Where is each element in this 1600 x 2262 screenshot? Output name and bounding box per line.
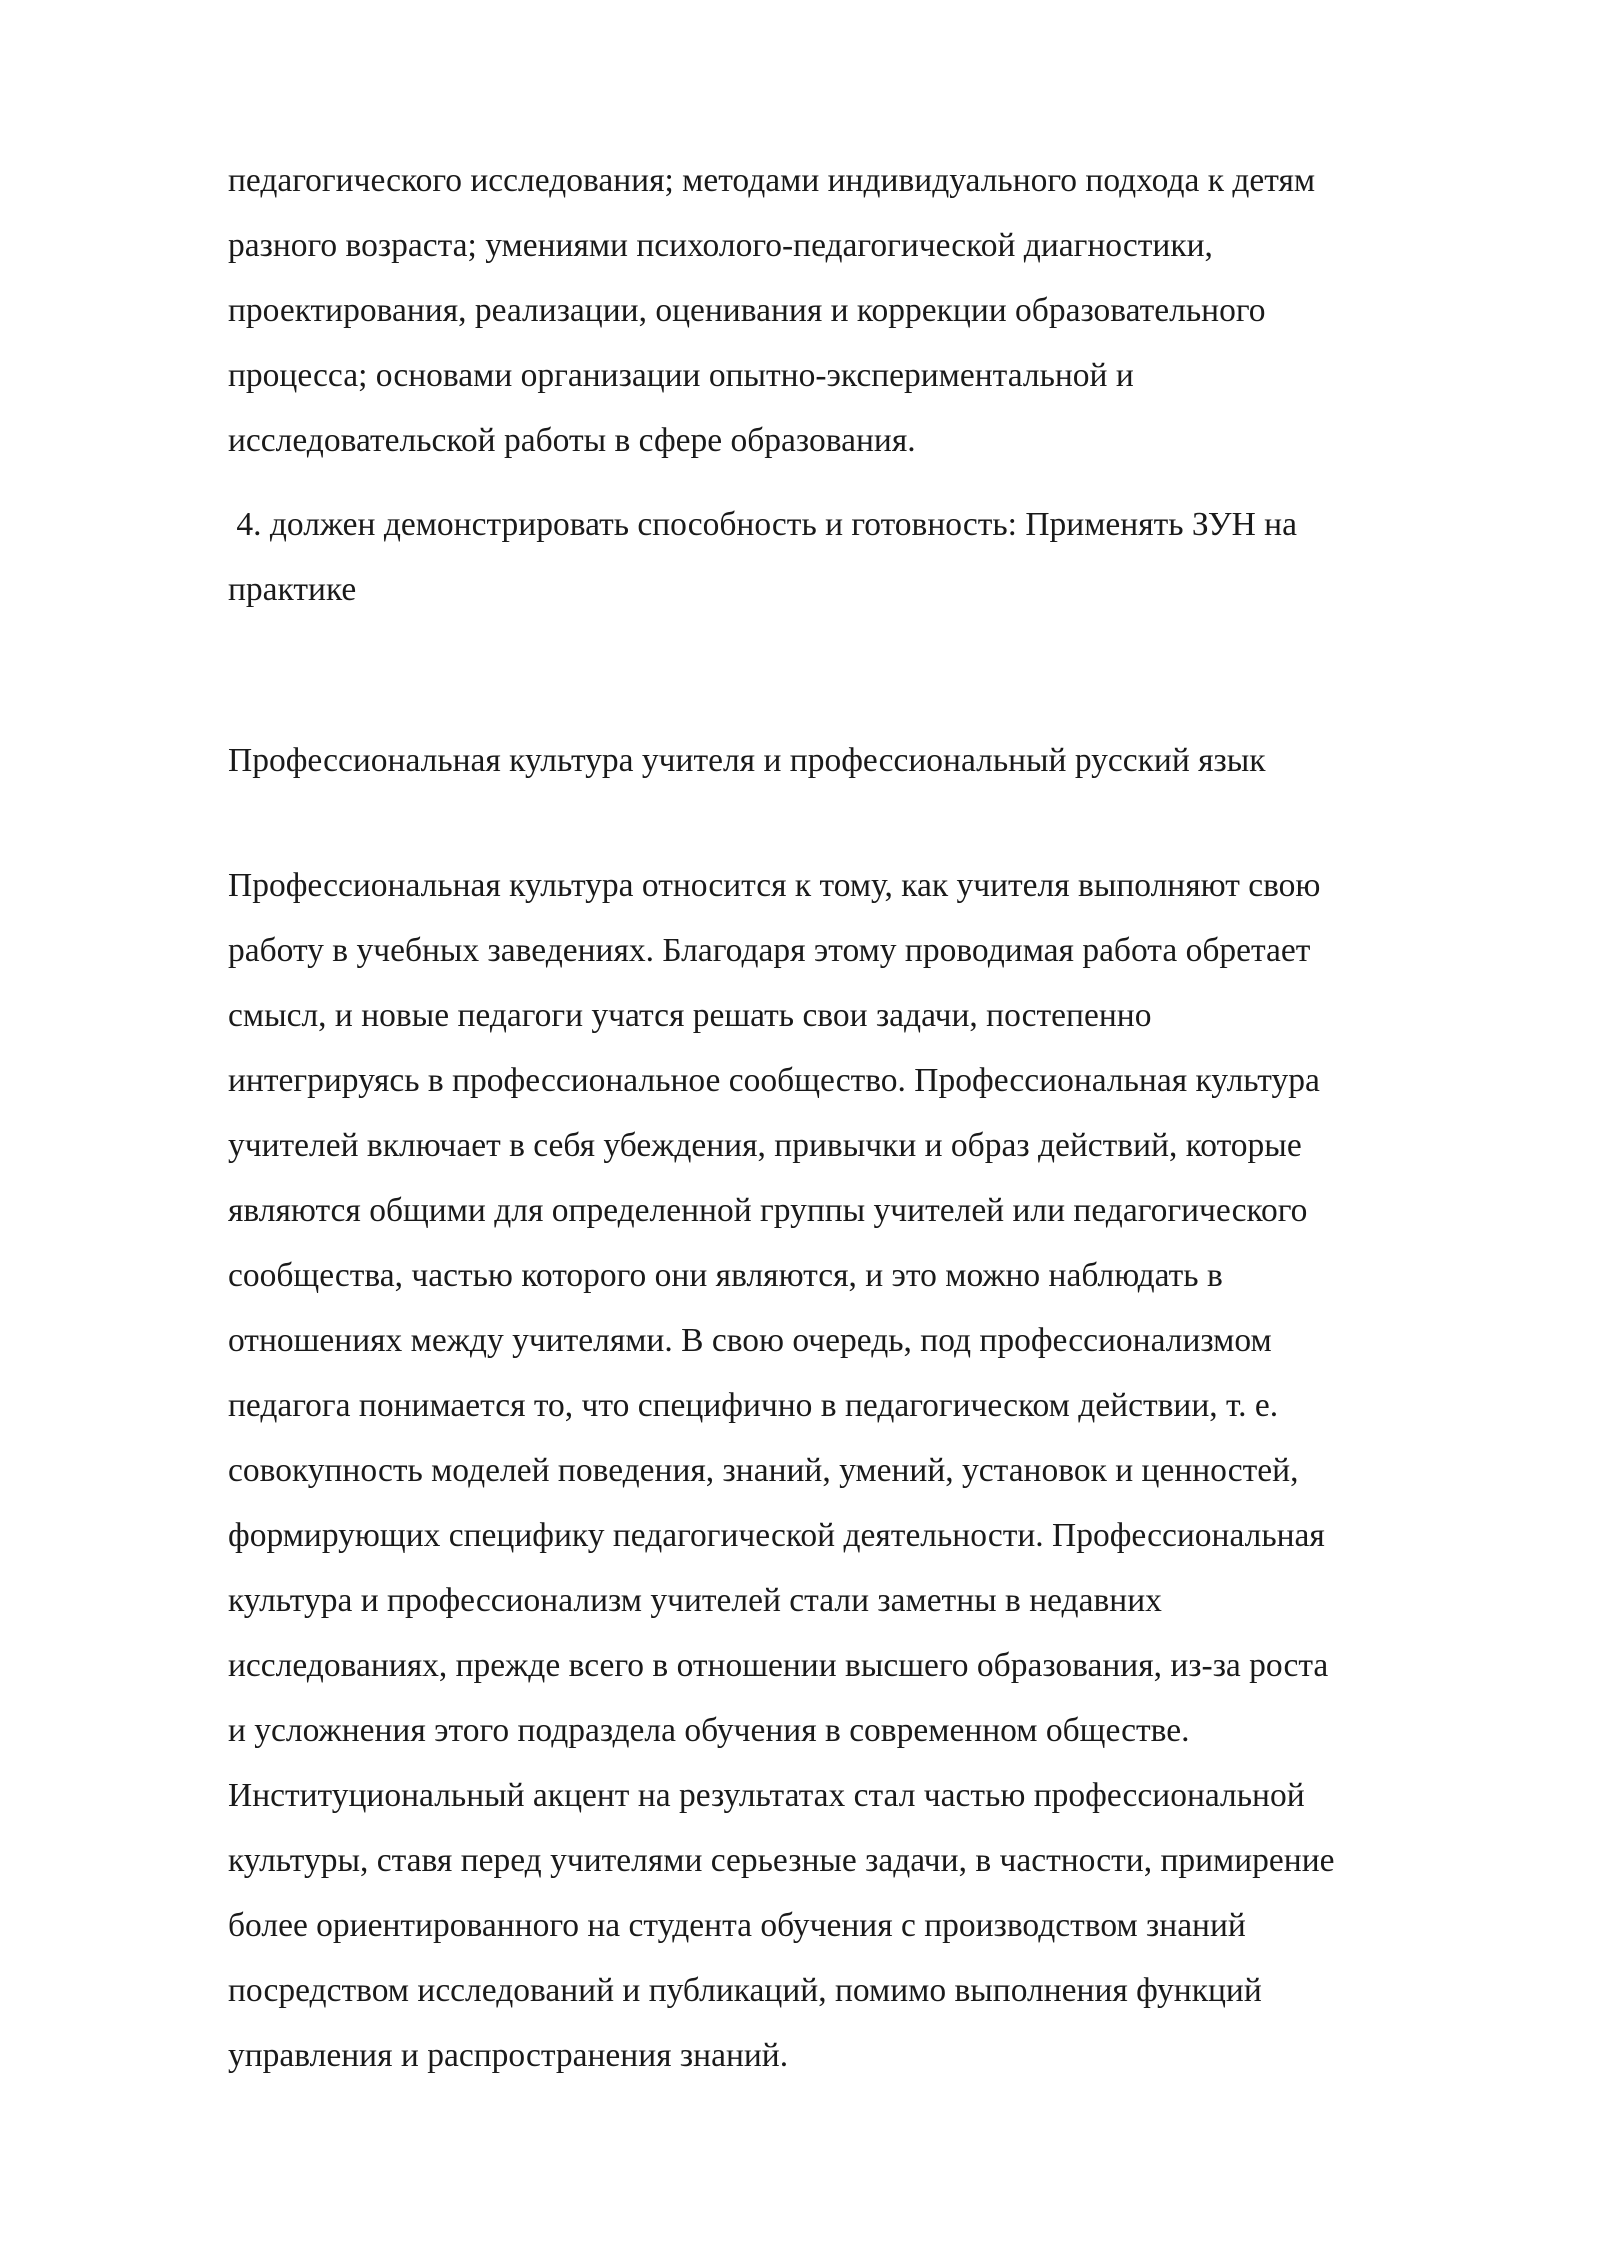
- text-line: и усложнения этого подраздела обучения в современном обществе.: [228, 1712, 1190, 1749]
- text-line: посредством исследований и публикаций, помимо выполнения функций: [228, 1972, 1262, 2009]
- text-line: разного возраста; умениями психолого-педагогической диагностики,: [228, 227, 1213, 264]
- text-line: исследованиях, прежде всего в отношении высшего образования, из-за роста: [228, 1647, 1329, 1684]
- text-line: Профессиональная культура относится к тому, как учителя выполняют свою: [228, 867, 1321, 904]
- text-line: педагога понимается то, что специфично в педагогическом действии, т. е.: [228, 1387, 1279, 1424]
- text-line: культуры, ставя перед учителями серьезные задачи, в частности, примирение: [228, 1842, 1335, 1879]
- text-line: практике: [228, 571, 357, 608]
- text-line: совокупность моделей поведения, знаний, умений, установок и ценностей,: [228, 1452, 1299, 1489]
- text-line: учителей включает в себя убеждения, привычки и образ действий, которые: [228, 1127, 1302, 1164]
- text-line: культура и профессионализм учителей стали заметны в недавних: [228, 1582, 1162, 1619]
- intro-paragraph: [228, 148, 1508, 473]
- document-content: [228, 148, 1508, 2088]
- text-line: 4. должен демонстрировать способность и готовность: Применять ЗУН на: [228, 506, 1297, 543]
- text-line: являются общими для определенной группы учителей или педагогического: [228, 1192, 1308, 1229]
- text-line: более ориентированного на студента обучения с производством знаний: [228, 1907, 1246, 1944]
- text-line: интегрируясь в профессиональное сообщество. Профессиональная культура: [228, 1062, 1320, 1099]
- section-heading: [228, 728, 1508, 793]
- heading-text: Профессиональная культура учителя и профессиональный русский язык: [228, 742, 1266, 779]
- text-line: смысл, и новые педагоги учатся решать свои задачи, постепенно: [228, 997, 1152, 1034]
- text-line: педагогического исследования; методами индивидуального подхода к детям: [228, 162, 1316, 199]
- body-paragraph: [228, 853, 1508, 2088]
- text-line: исследовательской работы в сфере образования.: [228, 422, 916, 459]
- text-line: управления и распространения знаний.: [228, 2037, 789, 2074]
- text-line: проектирования, реализации, оценивания и коррекции образовательного: [228, 292, 1266, 329]
- text-line: работу в учебных заведениях. Благодаря этому проводимая работа обретает: [228, 932, 1311, 969]
- text-line: отношениях между учителями. В свою очередь, под профессионализмом: [228, 1322, 1272, 1359]
- text-line: Институциональный акцент на результатах стал частью профессиональной: [228, 1777, 1305, 1814]
- text-line: формирующих специфику педагогической деятельности. Профессиональная: [228, 1517, 1325, 1554]
- list-item-4: [228, 492, 1508, 622]
- text-line: процесса; основами организации опытно-экспериментальной и: [228, 357, 1134, 394]
- text-line: сообщества, частью которого они являются, и это можно наблюдать в: [228, 1257, 1223, 1294]
